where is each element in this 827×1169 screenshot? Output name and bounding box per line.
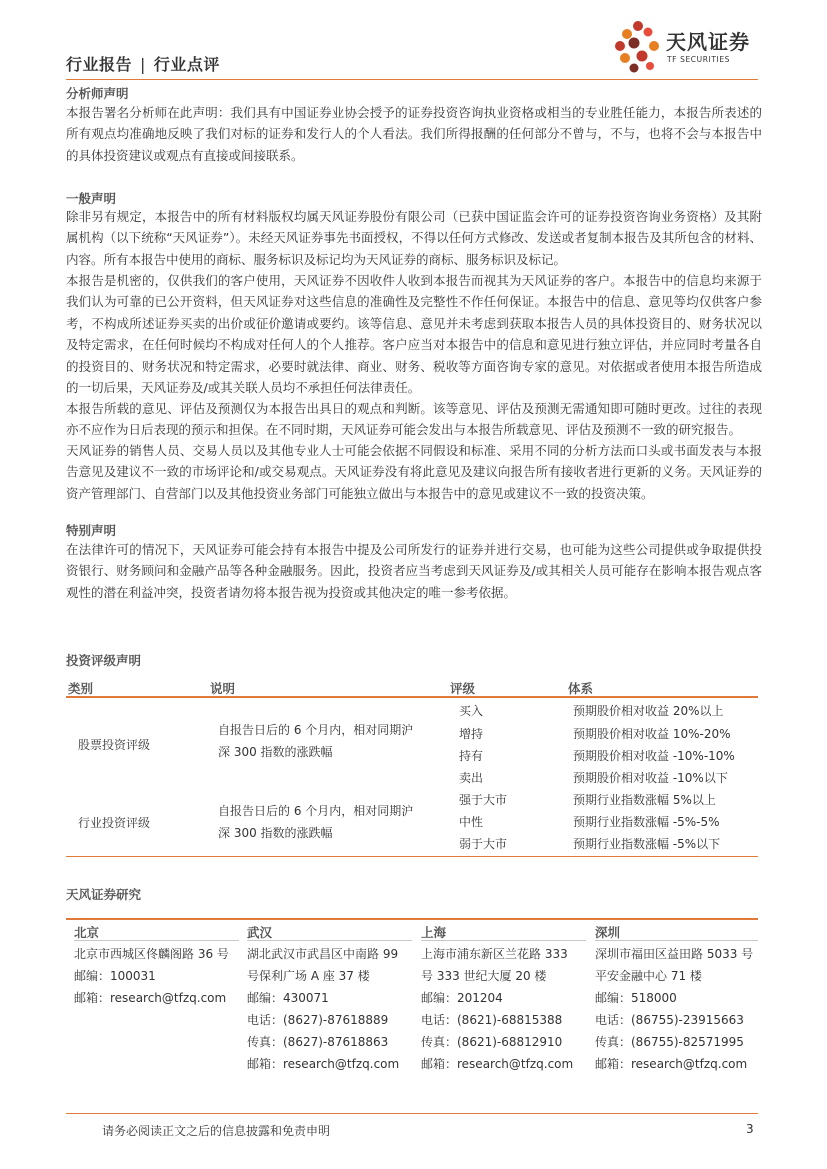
col-header-system: 体系 [568, 681, 594, 696]
logo-mark-icon [610, 18, 666, 74]
stock-rating-category: 股票投资评级 [78, 738, 151, 752]
stock-rating-description: 自报告日后的 6 个月内，相对同期沪深 300 指数的涨跌幅 [218, 723, 414, 759]
office-city-shenzhen: 深圳 [595, 925, 621, 940]
general-heading: 一般声明 [66, 191, 117, 206]
report-type: 行业报告 [66, 55, 133, 74]
logo-name: 天风证券 [666, 30, 750, 54]
table-top-rule [66, 696, 758, 698]
stock-system-overweight: 预期股价相对收益 10%-20% [573, 727, 731, 741]
office-line: 传真：(86755)-82571995 [595, 1035, 744, 1049]
page-number: 3 [746, 1122, 754, 1136]
office-city-shanghai: 上海 [421, 925, 447, 940]
footer-disclaimer: 请务必阅读正文之后的信息披露和免责申明 [102, 1124, 331, 1138]
office-line: 深圳市福田区益田路 5033 号 [595, 947, 754, 961]
stock-grade-hold: 持有 [459, 749, 484, 763]
industry-system-outperform: 预期行业指数涨幅 5%以上 [573, 793, 716, 807]
stock-system-buy: 预期股价相对收益 20%以上 [573, 704, 724, 718]
col-header-grade: 评级 [450, 681, 476, 696]
office-line: 邮编：201204 [421, 991, 503, 1005]
office-divider [595, 940, 758, 941]
offices-top-rule [66, 918, 758, 920]
research-heading: 天风证券研究 [66, 887, 142, 902]
office-line: 邮箱：research@tfzq.com [595, 1057, 748, 1071]
general-para-3: 本报告所载的意见、评估及预测仅为本报告出具日的观点和判断。该等意见、评估及预测无需通知即可随时更改。过往的表现亦不应作为日后表现的预示和担保。在不同时期，天风证券可能会发出与本报告所载意见、评估及预测不一致的研究报告。 [66, 401, 762, 438]
office-city-wuhan: 武汉 [247, 925, 273, 940]
industry-rating-category: 行业投资评级 [78, 816, 151, 830]
office-divider [74, 940, 239, 941]
office-line: 邮箱：research@tfzq.com [247, 1057, 400, 1071]
office-line: 湖北武汉市武昌区中南路 99 [247, 947, 399, 961]
industry-grade-outperform: 强于大市 [459, 793, 508, 807]
office-line: 北京市西城区佟麟阁路 36 号 [74, 947, 229, 961]
col-header-category: 类别 [68, 681, 94, 696]
logo-subtitle: TF SECURITIES [667, 55, 731, 64]
industry-grade-underperform: 弱于大市 [459, 837, 508, 851]
general-para-1: 除非另有规定，本报告中的所有材料版权均属天风证券股份有限公司（已获中国证监会许可的证券投资咨询业务资格）及其附属机构（以下统称“天风证券”）。未经天风证券事先书面授权，不得以任何方式修改、发送或者复制本报告及其所包含的材料、内容。所有本报告中使用的商标、服务标识及标记均为天风证券的商标、服务标识及标记。 [66, 209, 762, 267]
office-divider [421, 940, 586, 941]
industry-system-neutral: 预期行业指数涨幅 -5%-5% [573, 815, 720, 829]
industry-system-underperform: 预期行业指数涨幅 -5%以下 [573, 837, 721, 851]
header-separator: | [140, 55, 146, 74]
office-line: 传真：(8621)-68812910 [421, 1035, 563, 1049]
table-bottom-rule [66, 856, 758, 857]
office-line: 传真：(8627)-87618863 [247, 1035, 389, 1049]
office-line: 电话：(8627)-87618889 [247, 1013, 389, 1027]
header-divider [66, 79, 758, 80]
analyst-heading: 分析师声明 [66, 86, 129, 101]
office-divider [247, 940, 412, 941]
stock-grade-sell: 卖出 [459, 771, 484, 785]
stock-grade-buy: 买入 [459, 704, 484, 718]
office-line: 平安金融中心 71 楼 [595, 969, 702, 983]
office-line: 邮箱：research@tfzq.com [74, 991, 227, 1005]
office-line: 号保利广场 A 座 37 楼 [247, 969, 370, 983]
page-header-title [66, 52, 220, 75]
office-line: 电话：(86755)-23915663 [595, 1013, 744, 1027]
stock-system-sell: 预期股价相对收益 -10%以下 [573, 771, 728, 785]
col-header-description: 说明 [210, 681, 236, 696]
office-city-beijing: 北京 [74, 925, 100, 940]
stock-system-hold: 预期股价相对收益 -10%-10% [573, 749, 735, 763]
industry-grade-neutral: 中性 [459, 815, 484, 829]
analyst-text: 本报告署名分析师在此声明：我们具有中国证券业协会授予的证券投资咨询执业资格或相当的专业胜任能力，本报告所表述的所有观点均准确地反映了我们对标的证券和发行人的个人看法。我们所得报酬的任何部分不曾与，不与，也将不会与本报告中的具体投资建议或观点有直接或间接联系。 [66, 105, 762, 163]
report-subtype: 行业点评 [153, 55, 220, 74]
office-line: 邮编：518000 [595, 991, 677, 1005]
office-line: 邮编：430071 [247, 991, 329, 1005]
general-para-4: 天风证券的销售人员、交易人员以及其他专业人士可能会依据不同假设和标准、采用不同的分析方法而口头或书面发表与本报告意见及建议不一致的市场评论和/或交易观点。天风证券没有将此意见及建议向报告所有接收者进行更新的义务。天风证券的资产管理部门、自营部门以及其他投资业务部门可能独立做出与本报告中的意见或建议不一致的投资决策。 [66, 443, 762, 501]
office-line: 上海市浦东新区兰花路 333 [421, 947, 568, 961]
office-line: 号 333 世纪大厦 20 楼 [421, 969, 547, 983]
office-line: 邮编：100031 [74, 969, 156, 983]
office-line: 邮箱：research@tfzq.com [421, 1057, 574, 1071]
office-line: 电话：(8621)-68815388 [421, 1013, 563, 1027]
stock-grade-overweight: 增持 [459, 727, 484, 741]
special-heading: 特别声明 [66, 523, 117, 538]
rating-heading: 投资评级声明 [66, 653, 142, 668]
general-para-2: 本报告是机密的，仅供我们的客户使用，天风证券不因收件人收到本报告而视其为天风证券的客户。本报告中的信息均来源于我们认为可靠的已公开资料，但天风证券对这些信息的准确性及完整性不作任何保证。本报告中的信息、意见等均仅供客户参考，不构成所述证券买卖的出价或征价邀请或要约。该等信息、意见并未考虑到获取本报告人员的具体投资目的、财务状况以及特定需求，在任何时候均不构成对任何人的个人推荐。客户应当对本报告中的信息和意见进行独立评估，并应同时考量各自的投资目的、财务状况和特定需求，必要时就法律、商业、财务、税收等方面咨询专家的意见。对依据或者使用本报告所造成的一切后果，天风证券及/或其关联人员均不承担任何法律责任。 [66, 273, 762, 396]
special-text: 在法律许可的情况下，天风证券可能会持有本报告中提及公司所发行的证券并进行交易，也可能为这些公司提供或争取提供投资银行、财务顾问和金融产品等各种金融服务。因此，投资者应当考虑到天风证券及/或其相关人员可能存在影响本报告观点客观性的潜在利益冲突，投资者请勿将本报告视为投资或其他决定的唯一参考依据。 [66, 542, 762, 600]
industry-rating-description: 自报告日后的 6 个月内，相对同期沪深 300 指数的涨跌幅 [218, 804, 414, 840]
footer-divider [66, 1113, 758, 1114]
